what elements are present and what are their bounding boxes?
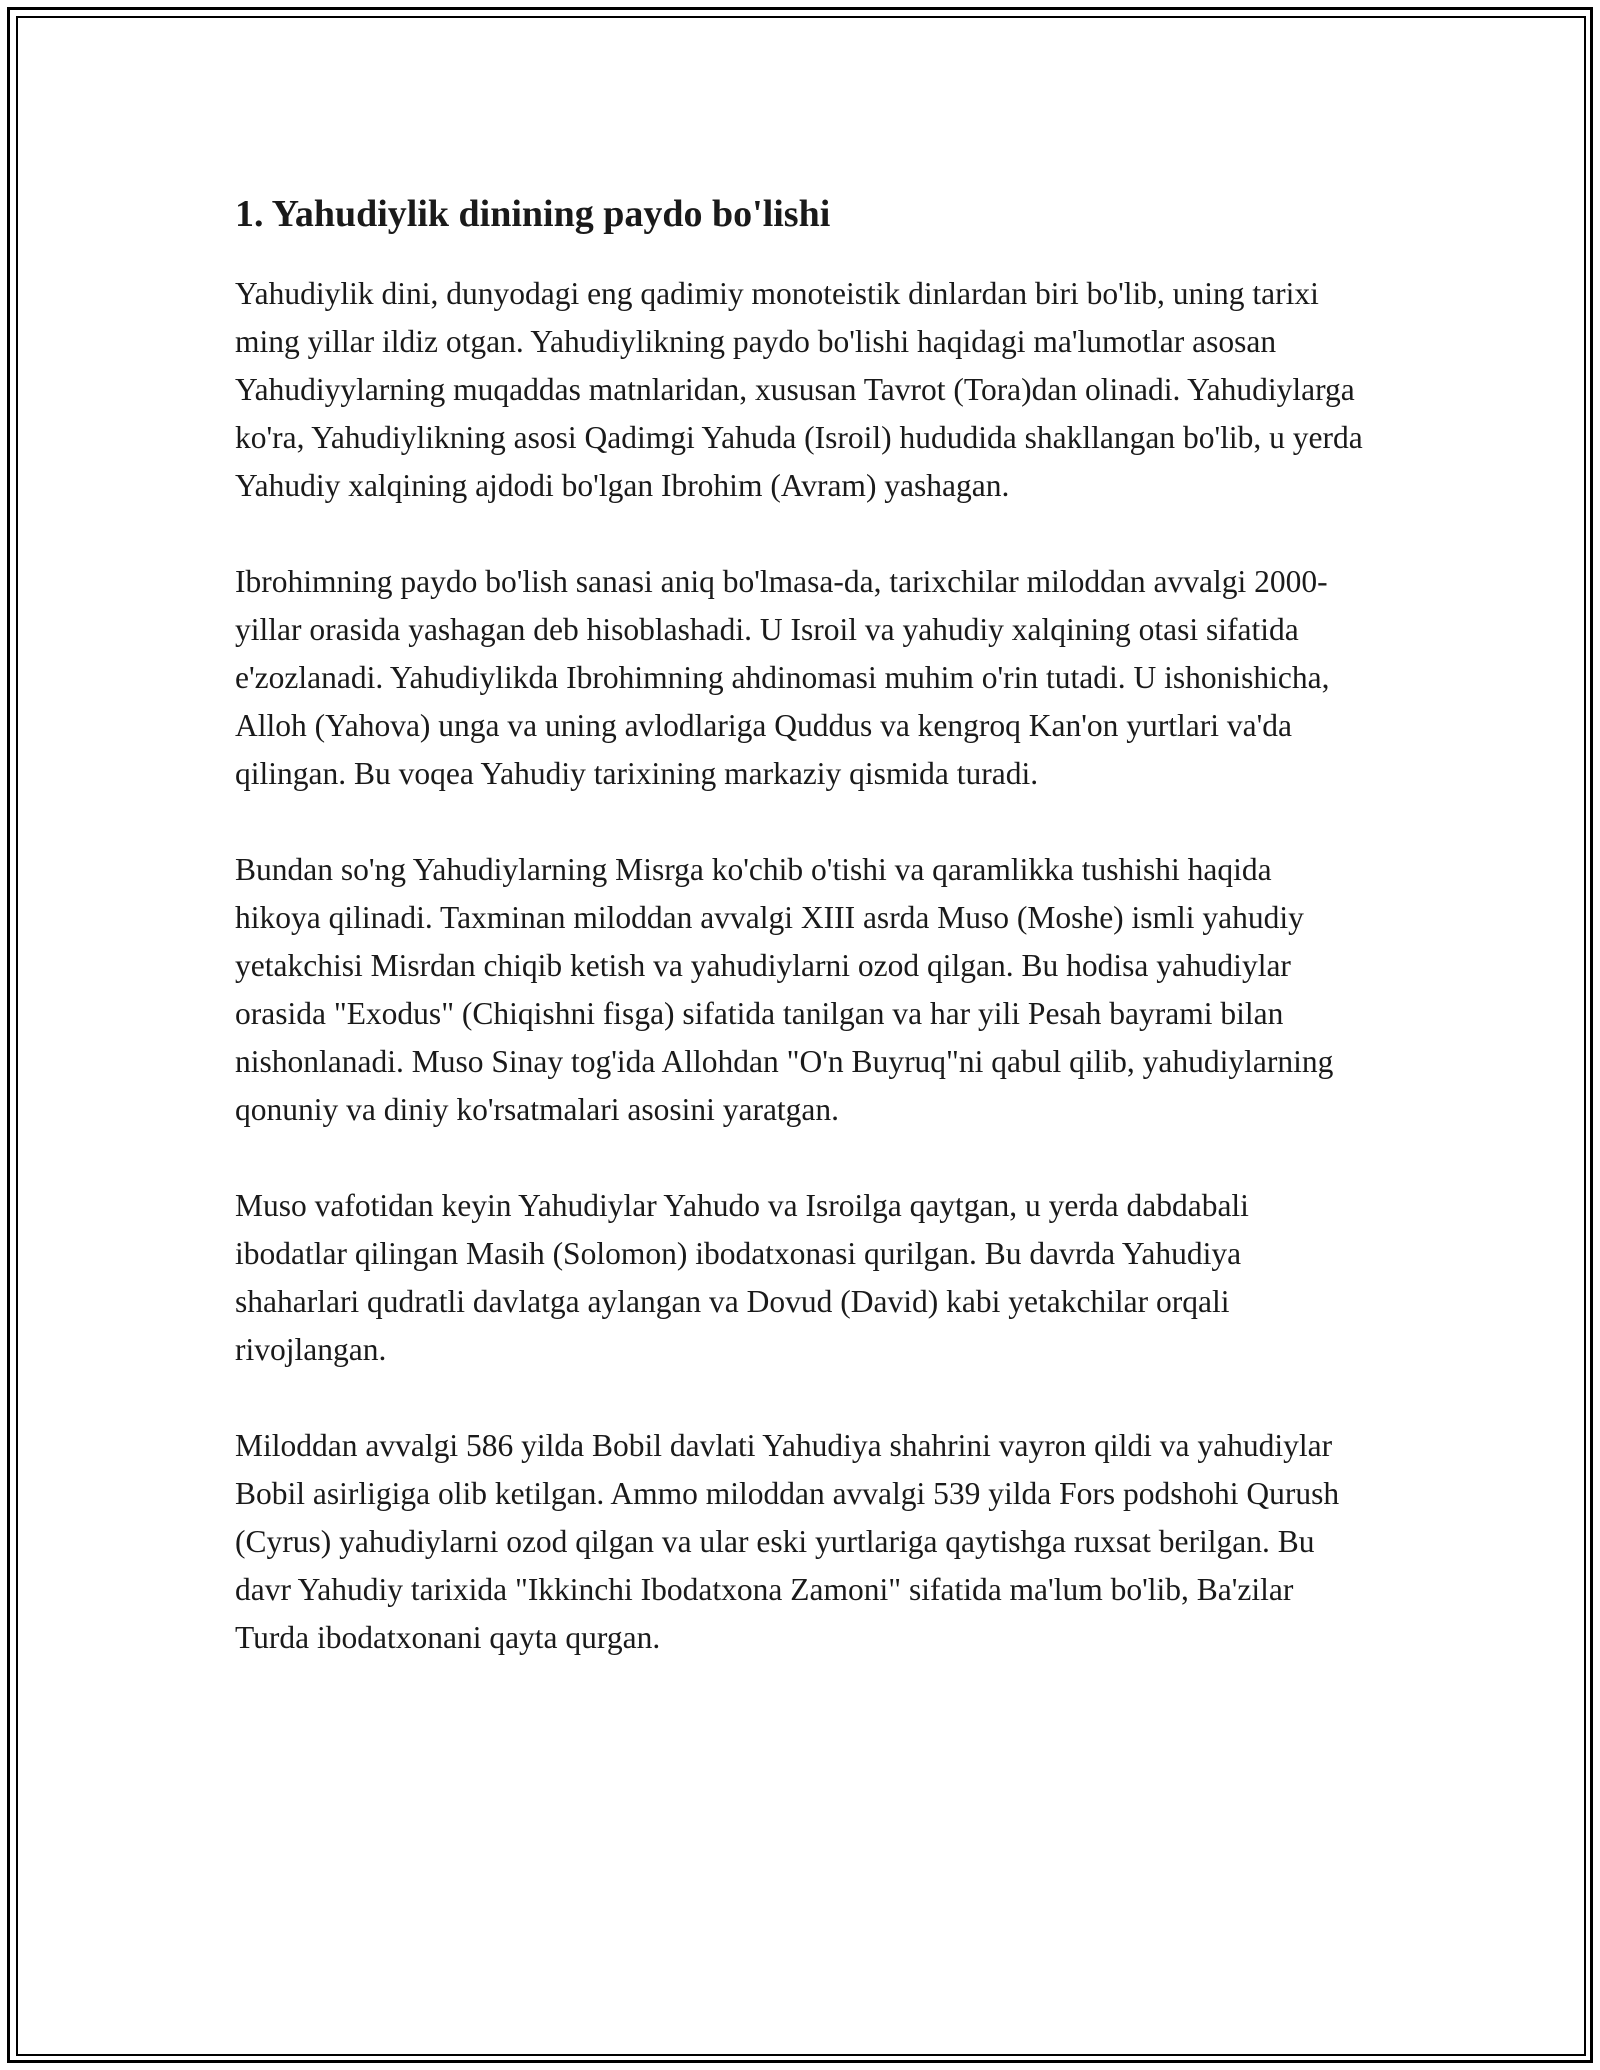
- paragraph-abraham: Ibrohimning paydo bo'lish sanasi aniq bo'lmasa-da, tarixchilar miloddan avvalgi 2000-yillar orasida yashagan deb hisoblashadi. U Isroil va yahudiy xalqining otasi sifatida e'zozlanadi. Yahudiylikda Ibrohimning ahdinomasi muhim o'rin tutadi. U ishonishicha, Alloh (Yahova) unga va uning avlodlariga Quddus va kengroq Kan'on yurtlari va'da qilingan. Bu voqea Yahudiy tarixining markaziy qismida turadi.: [235, 564, 1330, 791]
- paragraph-origins: Yahudiylik dini, dunyodagi eng qadimiy monoteistik dinlardan biri bo'lib, uning tarixi ming yillar ildiz otgan. Yahudiylikning paydo bo'lishi haqidagi ma'lumotlar asosan Yahudiyylarning muqaddas matnlaridan, xususan Tavrot (Tora)dan olinadi. Yahudiylarga ko'ra, Yahudiylikning asosi Qadimgi Yahuda (Isroil) hududida shakllangan bo'lib, u yerda Yahudiy xalqining ajdodi bo'lgan Ibrohim (Avram) yashagan.: [235, 276, 1363, 503]
- paragraph-exodus: Bundan so'ng Yahudiylarning Misrga ko'chib o'tishi va qaramlikka tushishi haqida hikoya qilinadi. Taxminan miloddan avvalgi XIII asrda Muso (Moshe) ismli yahudiy yetakchisi Misrdan chiqib ketish va yahudiylarni ozod qilgan. Bu hodisa yahudiylar orasida "Exodus" (Chiqishni fisga) sifatida tanilgan va har yili Pesah bayrami bilan nishonlanadi. Muso Sinay tog'ida Allohdan "O'n Buyruq"ni qabul qilib, yahudiylarning qonuniy va diniy ko'rsatmalari asosini yaratgan.: [235, 852, 1334, 1127]
- paragraph-babylon: Miloddan avvalgi 586 yilda Bobil davlati Yahudiya shahrini vayron qildi va yahudiylar Bobil asirligiga olib ketilgan. Ammo miloddan avvalgi 539 yilda Fors podshohi Qurush (Cyrus) yahudiylarni ozod qilgan va ular eski yurtlariga qaytishga ruxsat berilgan. Bu davr Yahudiy tarixida "Ikkinchi Ibodatxona Zamoni" sifatida ma'lum bo'lib, Ba'zilar Turda ibodatxonani qayta qurgan.: [235, 1428, 1340, 1655]
- document-content: [235, 186, 1365, 1710]
- section-heading: 1. Yahudiylik dinining paydo bo'lishi: [235, 193, 831, 235]
- paragraph-kingdom: Muso vafotidan keyin Yahudiylar Yahudo va Isroilga qaytgan, u yerda dabdabali ibodatlar qilingan Masih (Solomon) ibodatxonasi qurilgan. Bu davrda Yahudiya shaharlari qudratli davlatga aylangan va Dovud (David) kabi yetakchilar orqali rivojlangan.: [235, 1188, 1249, 1367]
